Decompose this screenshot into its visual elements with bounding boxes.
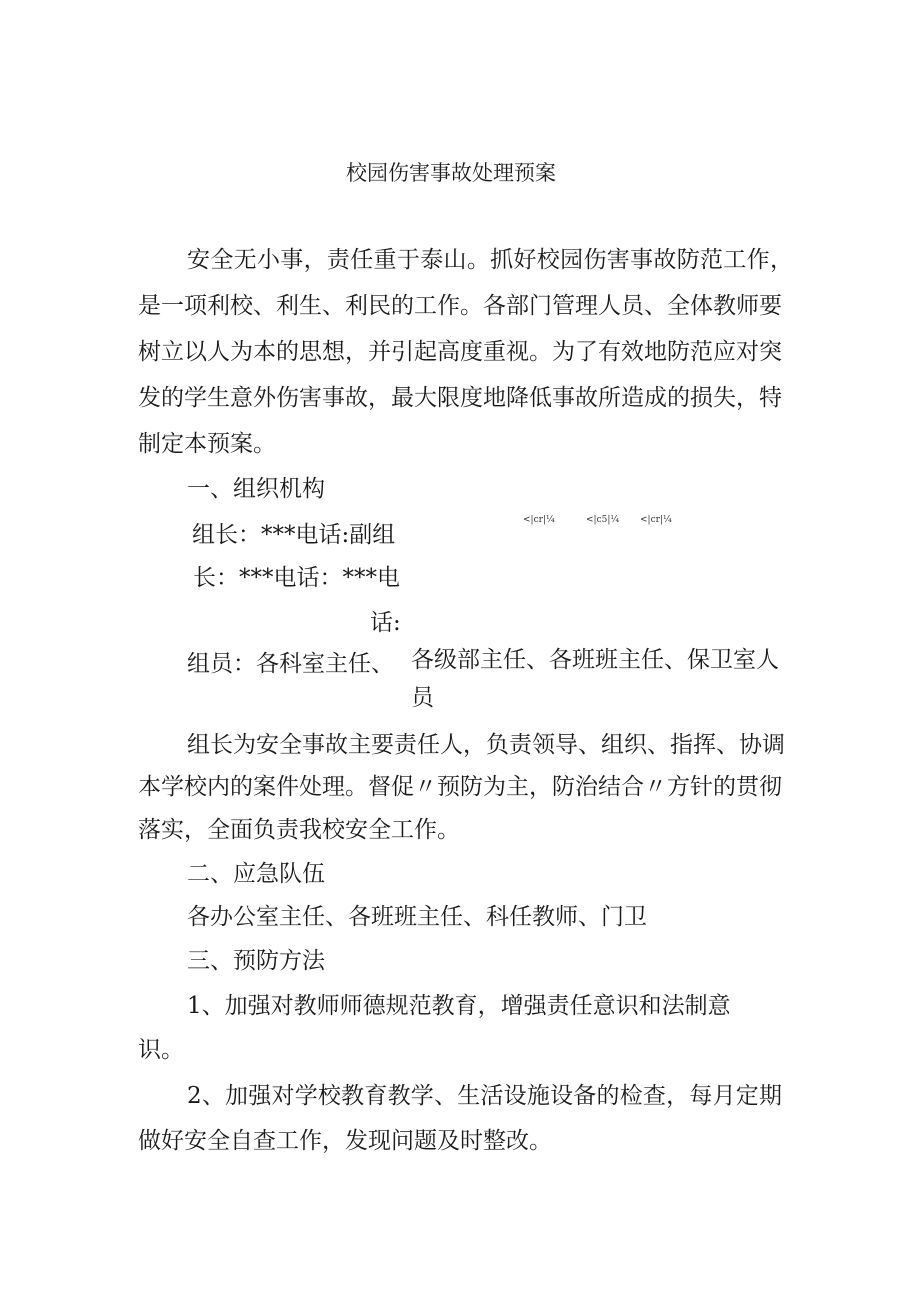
section3-item2-line-2: 做好安全自查工作，发现问题及时整改。 (138, 1128, 552, 1154)
intro-line-5: 制定本预案。 (138, 431, 276, 457)
section2-heading: 二、应急队伍 (187, 861, 325, 887)
small-mark-3: <|cr|¼ (640, 515, 672, 525)
intro-line-4: 发的学生意外伤害事故，最大限度地降低事故所造成的损失，特 (138, 385, 782, 411)
members-value-2: 员 (411, 685, 434, 711)
small-mark-2: <|c5|¼ (586, 515, 620, 525)
leader-line-3: 话: (370, 610, 401, 636)
section3-item2-line-1: 2、加强对学校教育教学、生活设施设备的检查，每月定期 (187, 1083, 782, 1109)
leader-line-2: 长：***电话：***电 (193, 565, 400, 591)
section1-desc-line-2: 本学校内的案件处理。督促〃预防为主，防治结合〃方针的贯彻 (138, 774, 782, 800)
intro-line-3: 树立以人为本的思想，并引起高度重视。为了有效地防范应对突 (138, 339, 782, 365)
leader-line-1: 组长：***电话:副组 (192, 522, 396, 548)
section3-item1-line-2: 识。 (138, 1037, 184, 1063)
members-label: 组员：各科室主任、 (187, 651, 394, 677)
intro-line-2: 是一项利校、利生、利民的工作。各部门管理人员、全体教师要 (138, 293, 782, 319)
intro-line-1: 安全无小事，责任重于泰山。抓好校园伤害事故防范工作， (187, 247, 793, 273)
section3-heading: 三、预防方法 (187, 948, 325, 974)
section1-desc-line-3: 落实，全面负责我校安全工作。 (138, 817, 460, 843)
document-title: 校园伤害事故处理预案 (346, 161, 556, 185)
members-value-1: 各级部主任、各班班主任、保卫室人 (411, 647, 779, 673)
small-mark-1: <|cr|¼ (523, 515, 555, 525)
section1-desc-line-1: 组长为安全事故主要责任人，负责领导、组织、指挥、协调 (187, 732, 785, 758)
section1-heading: 一、组织机构 (187, 476, 325, 502)
section3-item1-line-1: 1、加强对教师师德规范教育，增强责任意识和法制意 (187, 993, 731, 1019)
section2-content: 各办公室主任、各班班主任、科任教师、门卫 (187, 904, 647, 930)
